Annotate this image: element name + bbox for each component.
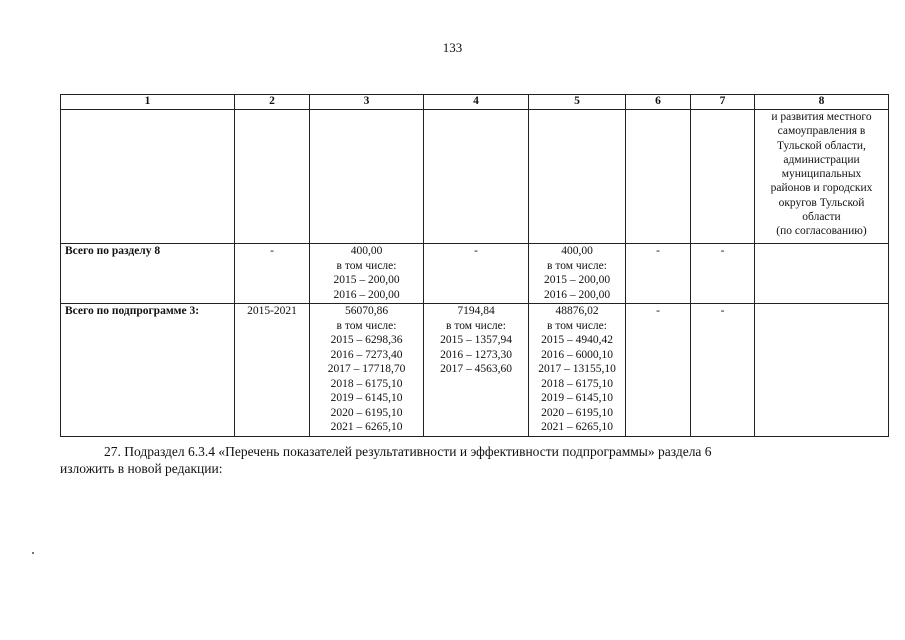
responsible-executor-cell: и развития местного самоуправления в Тульской области, администрации муниципальных районов и городских округов Тульской области (по согласованию) [755,110,889,244]
row-label: Всего по подпрограмме 3: [61,304,235,437]
table-row-section8-total [61,244,889,304]
period-cell: 2015-2021 [235,304,310,437]
table-row-subprogram-total [61,304,889,437]
header-cell: 4 [424,95,529,110]
other-funding-cell: - [691,304,755,437]
table-row-continuation [61,110,889,244]
total-funding-cell: 400,00 в том числе: 2015 – 200,00 2016 – 200,00 [310,244,424,304]
table-header-row [61,95,889,110]
header-cell: 6 [626,95,691,110]
total-funding-cell: 56070,86 в том числе: 2015 – 6298,36 2016 – 7273,40 2017 – 17718,70 2018 – 6175,10 2019 – 6145,10 2020 – 6195,10 2021 – 6265,10 [310,304,424,437]
budget-table [60,94,889,437]
header-cell: 3 [310,95,424,110]
federal-funding-cell: - [424,244,529,304]
executor-cell [755,244,889,304]
page-number: 133 [442,40,463,55]
amendment-paragraph [60,443,886,477]
regional-funding-cell: 400,00 в том числе: 2015 – 200,00 2016 – 200,00 [529,244,626,304]
scan-speck [32,552,34,554]
header-cell: 5 [529,95,626,110]
other-funding-cell: - [691,244,755,304]
header-cell: 7 [691,95,755,110]
executor-cell [755,304,889,437]
paragraph-line: 27. Подраздел 6.3.4 «Перечень показателей результативности и эффективности подпрограммы» раздела 6 [104,444,712,459]
header-cell: 8 [755,95,889,110]
local-funding-cell: - [626,304,691,437]
header-cell: 1 [61,95,235,110]
header-cell: 2 [235,95,310,110]
federal-funding-cell: 7194,84 в том числе: 2015 – 1357,94 2016 – 1273,30 2017 – 4563,60 [424,304,529,437]
row-label: Всего по разделу 8 [61,244,235,304]
period-cell: - [235,244,310,304]
regional-funding-cell: 48876,02 в том числе: 2015 – 4940,42 2016 – 6000,10 2017 – 13155,10 2018 – 6175,10 2019 – 6145,10 2020 – 6195,10 2021 – 6265,10 [529,304,626,437]
paragraph-line: изложить в новой редакции: [60,461,223,476]
local-funding-cell: - [626,244,691,304]
